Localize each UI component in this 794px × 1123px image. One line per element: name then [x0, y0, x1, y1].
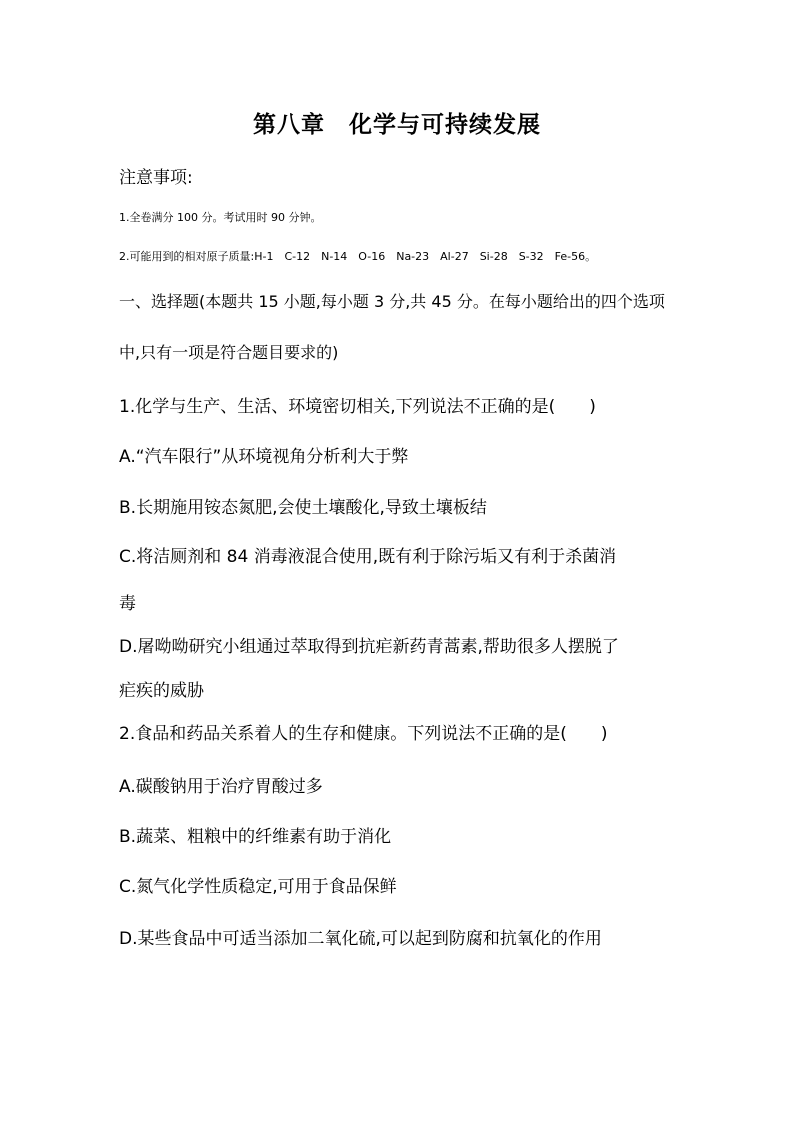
- section-heading-line-2: 中,只有一项是符合题目要求的): [119, 343, 339, 362]
- question-2-option-d: D.某些食品中可适当添加二氧化硫,可以起到防腐和抗氧化的作用: [119, 929, 602, 949]
- question-2-stem: 2.食品和药品关系着人的生存和健康。下列说法不正确的是( ): [119, 724, 608, 744]
- question-2-option-a: A.碳酸钠用于治疗胃酸过多: [119, 777, 323, 797]
- question-1-option-b: B.长期施用铵态氮肥,会使土壤酸化,导致土壤板结: [119, 498, 487, 518]
- question-2-option-c: C.氮气化学性质稳定,可用于食品保鲜: [119, 877, 397, 897]
- notice-item-score: 1.全卷满分 100 分。考试用时 90 分钟。: [119, 211, 322, 224]
- question-1-option-a: A.“汽车限行”从环境视角分析利大于弊: [119, 447, 409, 467]
- question-1-option-c: C.将洁厕剂和 84 消毒液混合使用,既有利于除污垢又有利于杀菌消: [119, 547, 617, 567]
- question-1-option-d: D.屠呦呦研究小组通过萃取得到抗疟新药青蒿素,帮助很多人摆脱了: [119, 637, 619, 657]
- question-1-option-c-continued: 毒: [119, 594, 136, 614]
- notice-heading: 注意事项:: [119, 168, 193, 188]
- notice-item-atomic-mass: 2.可能用到的相对原子质量:H-1 C-12 N-14 O-16 Na-23 Al-27 Si-28 S-32 Fe-56。: [119, 250, 597, 263]
- question-1-stem: 1.化学与生产、生活、环境密切相关,下列说法不正确的是( ): [119, 397, 596, 417]
- question-1-option-d-continued: 疟疾的威胁: [119, 681, 204, 701]
- chapter-title: 第八章 化学与可持续发展: [253, 112, 541, 138]
- section-heading-line-1: 一、选择题(本题共 15 小题,每小题 3 分,共 45 分。在每小题给出的四个选项: [119, 292, 665, 311]
- question-2-option-b: B.蔬菜、粗粮中的纤维素有助于消化: [119, 827, 392, 847]
